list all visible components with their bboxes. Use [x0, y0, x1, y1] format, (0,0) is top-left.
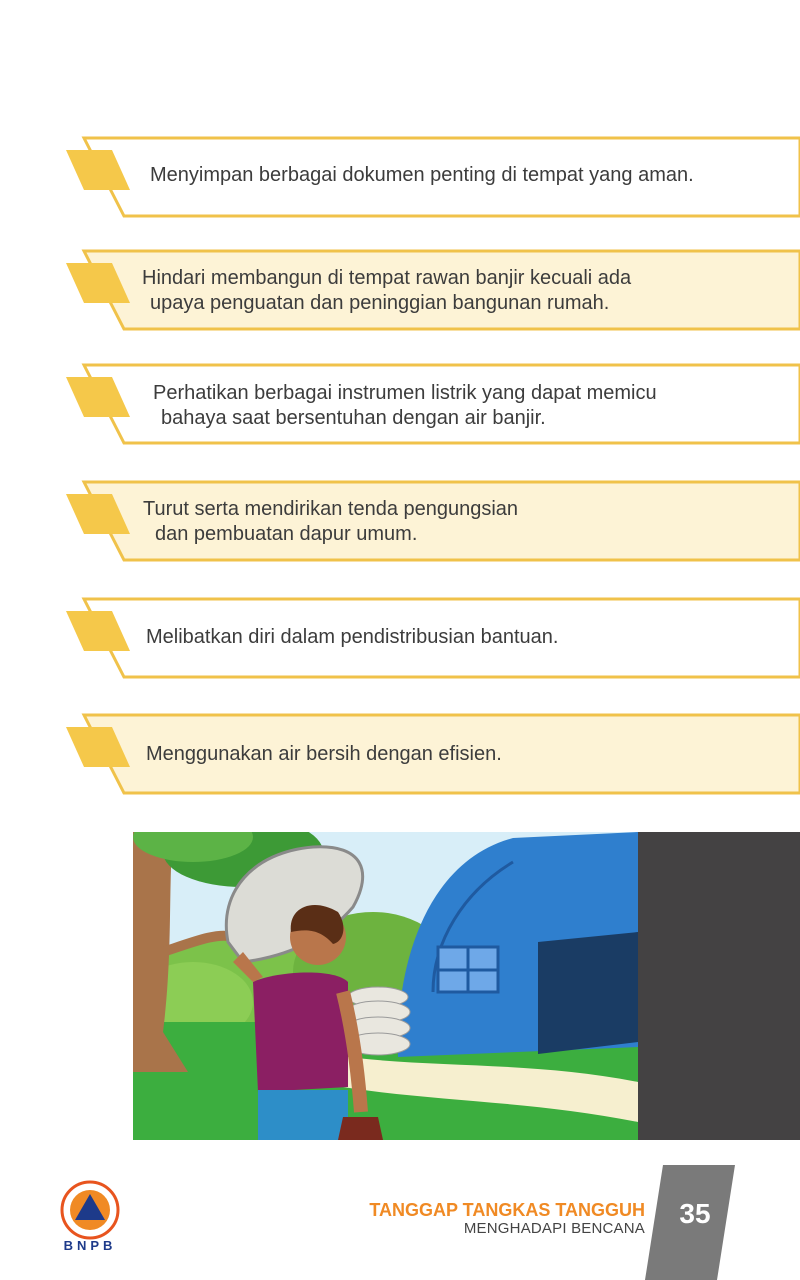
- tip-text: Hindari membangun di tempat rawan banjir kecuali ada upaya penguatan dan peninggian bangunan rumah.: [142, 267, 632, 314]
- logo-label: BNPB: [63, 1238, 117, 1253]
- book-subtitle: MENGHADAPI BENCANA: [463, 1220, 645, 1237]
- tip-item: [0, 713, 800, 797]
- tip-item: [0, 249, 800, 333]
- page-number: 35: [679, 1198, 711, 1229]
- tip-text: Menyimpan berbagai dokumen penting di tempat yang aman.: [150, 164, 694, 186]
- tip-text: Turut serta mendirikan tenda pengungsian dan pembuatan dapur umum.: [143, 498, 519, 545]
- tip-text: Perhatikan berbagai instrumen listrik yang dapat memicu bahaya saat bersentuhan dengan air banjir.: [153, 382, 657, 429]
- bnpb-logo-icon: [60, 1180, 120, 1240]
- tip-item: [0, 480, 800, 564]
- tip-item: [0, 597, 800, 681]
- illustration-aid-distribution: [133, 832, 638, 1140]
- tip-text: Melibatkan diri dalam pendistribusian bantuan.: [146, 626, 559, 648]
- tip-item: [0, 136, 800, 220]
- book-title: TANGGAP TANGKAS TANGGUH: [369, 1200, 645, 1220]
- tip-item: [0, 363, 800, 447]
- tip-text: Menggunakan air bersih dengan efisien.: [146, 743, 502, 765]
- dark-side-panel: [638, 832, 800, 1140]
